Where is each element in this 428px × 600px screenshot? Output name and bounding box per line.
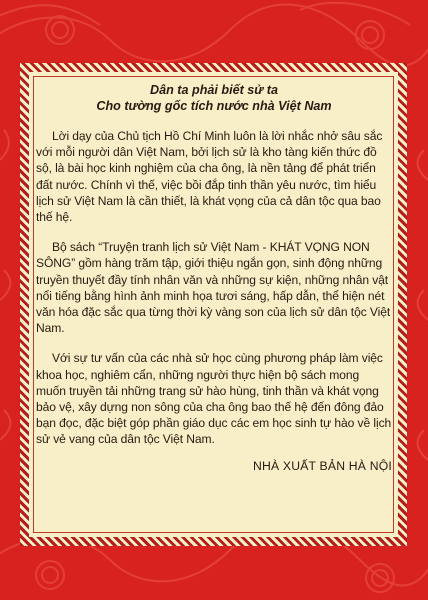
publisher-name: NHÀ XUẤT BẢN HÀ NỘI [252,458,392,473]
paragraph-1: Lời dạy của Chủ tịch Hồ Chí Minh luôn là lời nhắc nhở sâu sắc với mỗi người dân Việt Nam, bởi lịch sử là kho tàng kiến thức đồ sộ, là bài học kinh nghiệm của cha ông, là nền tảng để phát triển đất nước. Chính vì thế, việc bồi đắp tinh thần yêu nước, tìm hiểu lịch sử Việt Nam là cần thiết, là khát vọng của cả dân tộc qua bao thế hệ. [36,129,383,225]
heading-line-1: Dân ta phải biết sử ta [150,83,278,97]
paragraph-3: Với sự tư vấn của các nhà sử học cùng phương pháp làm việc khoa học, nghiêm cẩn, những người thực hiện bộ sách mong muốn truyền tải những trang sử hào hùng, tinh thần và khát vọng bảo vệ, xây dựng non sông của cha ông bao thế hệ đến đông đảo bạn đọc, đặc biệt góp phần giáo dục các em học sinh tự hào về lịch sử vẻ vang của dân tộc Việt Nam. [36,351,392,447]
paragraph-2: Bộ sách “Truyện tranh lịch sử Việt Nam - KHÁT VỌNG NON SÔNG” gồm hàng trăm tập, giới thiệu ngắn gọn, sinh động những truyền thuyết đầy tính nhân văn và những sự kiện, những nhân vật nổi tiếng bằng hình ảnh minh họa tươi sáng, hấp dẫn, thể hiện nét văn hóa đặc sắc qua từng thời kỳ vàng son của lịch sử dân tộc Việt Nam. [36,240,391,336]
document-body [36,82,392,473]
heading-line-2: Cho tường gốc tích nước nhà Việt Nam [96,99,332,113]
